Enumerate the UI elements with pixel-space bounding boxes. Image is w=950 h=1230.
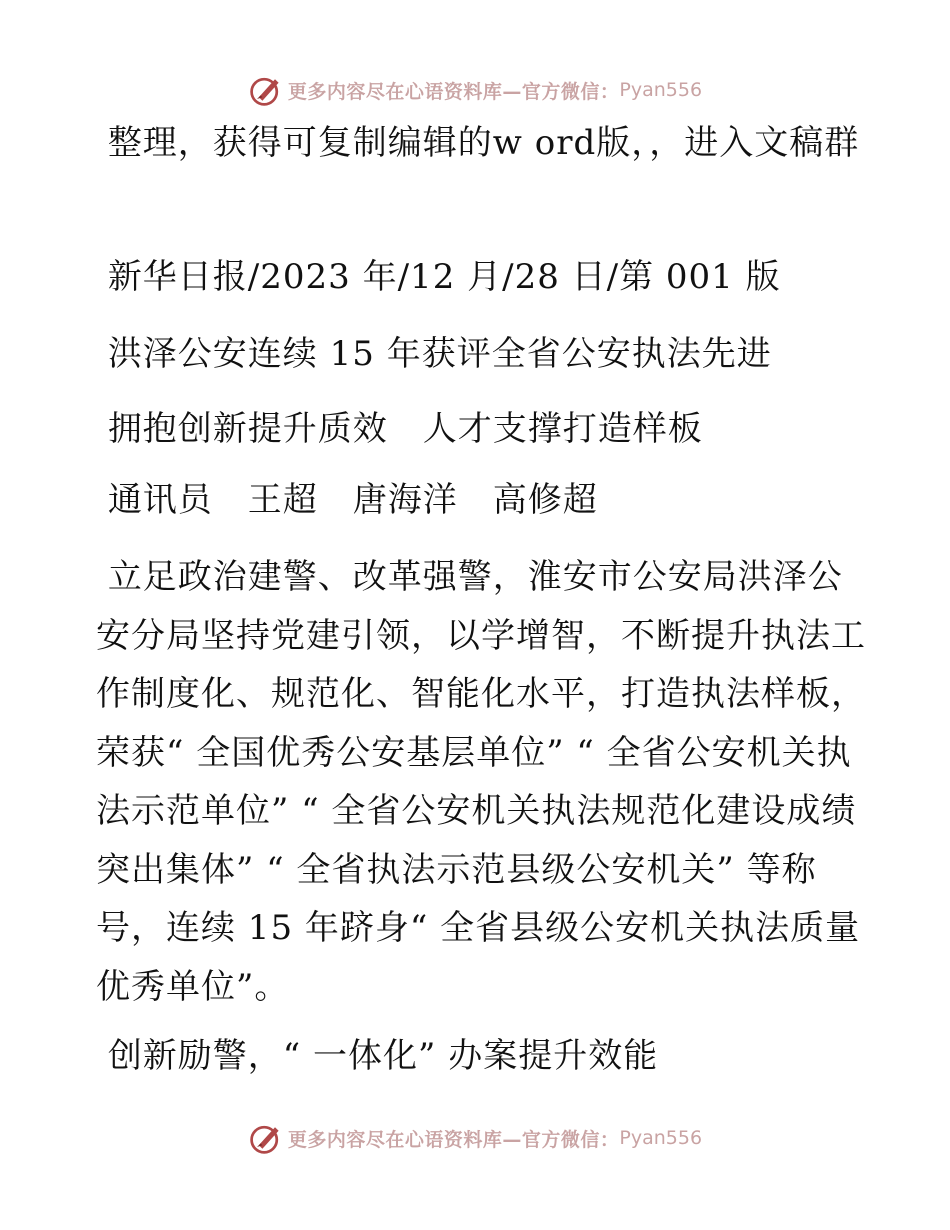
byline: 通讯员 王超 唐海洋 高修超 (96, 480, 598, 520)
watermark-text: 更多内容尽在心语资料库—官方微信： (287, 1128, 620, 1151)
source-line: 新华日报/2023 年/12 月/28 日/第 001 版 (96, 257, 781, 297)
headline: 洪泽公安连续 15 年获评全省公安执法先进 (96, 334, 772, 374)
watermark-handle: Pyan556 (619, 79, 703, 101)
watermark-handle: Pyan556 (619, 1127, 703, 1149)
section-heading: 创新励警，“ 一体化” 办案提升效能 (96, 1036, 659, 1076)
intro-line: 整理，获得可复制编辑的w ord版，，进入文稿群 (96, 123, 860, 163)
watermark-text: 更多内容尽在心语资料库—官方微信： (287, 80, 620, 103)
pen-logo-icon (248, 1120, 284, 1156)
paragraph: 立足政治建警、改革强警，淮安市公安局洪泽公安分局坚持党建引领，以学增智，不断提升执法工作制度化、规范化、智能化水平，打造执法样板，荣获“ 全国优秀公安基层单位” “ 全省公安机关执法示范单位” “ 全省公安机关执法规范化建设成绩突出集体” “ 全省执法示范县级公安机关” 等称号，连续 15 年跻身“ 全省县级公安机关执法质量优秀单位”。 (96, 557, 866, 1007)
watermark-banner-bottom (0, 1118, 950, 1158)
subheadline: 拥抱创新提升质效 人才支撑打造样板 (96, 409, 703, 449)
